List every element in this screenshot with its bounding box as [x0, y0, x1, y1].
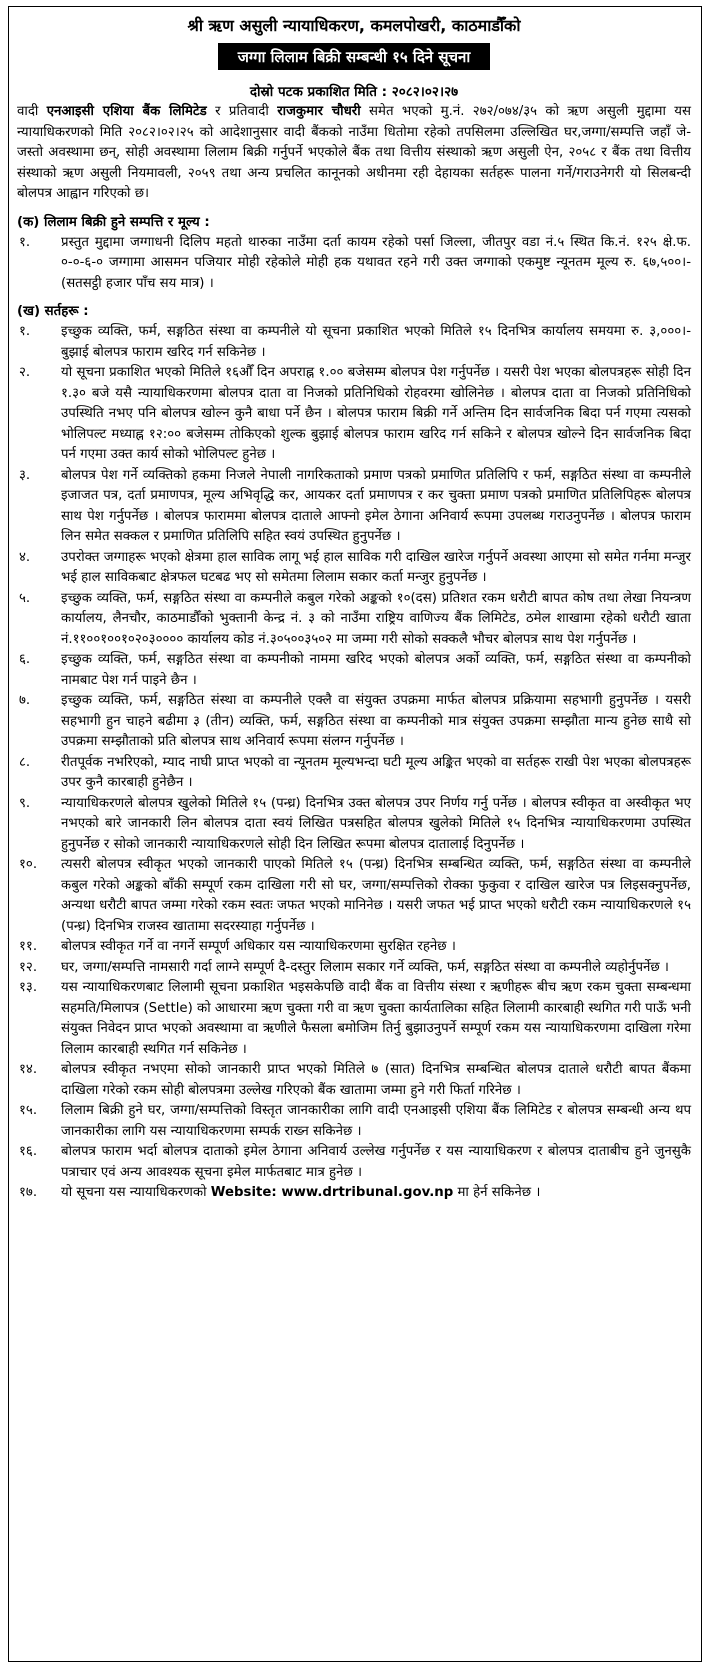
list-item — [17, 1183, 691, 1204]
item-number: १३. — [19, 980, 38, 995]
item-number: ५. — [19, 590, 31, 606]
item-text: यस न्यायाधिकरणबाट लिलामी सूचना प्रकाशित भइसकेपछि वादी बैंक वा वित्तीय संस्था र ऋणीहरू बीच ऋण रकम चुक्ता सम्बन्धमा सहमति/मिलापत्र (Settle) को आधारमा ऋण चुक्ता गरी वा ऋण चुक्ता कार्यतालिका सहित लिलामी कारबाही स्थगित गरी पाऊँ भनी संयुक्त निवेदन प्राप्त भएको अवस्थामा वा ऋणीले फैसला बमोजिम तिर्नु बुझाउनुपर्ने सम्पूर्ण रकम यस न्यायाधिकरणमा दाखिला गरेमा लिलाम कारबाही स्थगित गर्न सकिनेछ । — [61, 980, 691, 1057]
item-text: इच्छुक व्यक्ति, फर्म, सङ्गठित संस्था वा कम्पनीले यो सूचना प्रकाशित भएको मितिले १५ दिनभित्र कार्यालय समयमा रु. ३,०००।- बुझाई बोलपत्र फाराम खरिद गर्न सकिनेछ । — [61, 324, 691, 360]
item-text: इच्छुक व्यक्ति, फर्म, सङ्गठित संस्था वा कम्पनीले एक्लै वा संयुक्त उपक्रमा मार्फत बोलपत्र प्रक्रियामा सहभागी हुनुपर्नेछ । यसरी सहभागी हुन चाहने बढीमा ३ (तीन) व्यक्ति, फर्म, सङ्गठित संस्था वा कम्पनीको मात्र संयुक्त उपक्रमा सम्झौता मान्य हुनेछ साथै सो उपक्रमा सम्झौताको प्रति बोलपत्र साथ अनिवार्य रूपमा संलग्न गर्नुपर्नेछ । — [61, 693, 691, 749]
item-number: १६. — [19, 1144, 38, 1159]
item-text: बोलपत्र फाराम भर्दा बोलपत्र दाताको इमेल ठेगाना अनिवार्य उल्लेख गर्नुपर्नेछ र यस न्यायाधिकरण र बोलपत्र दाताबीच हुने जुनसुकै पत्राचार एवं अन्य आवश्यक सूचना इमेल मार्फतबाट मात्र हुनेछ । — [61, 1144, 691, 1180]
section-ka-list — [17, 233, 691, 295]
list-item — [17, 466, 691, 548]
list-item — [17, 937, 691, 958]
list-item — [17, 978, 691, 1060]
intro-paragraph — [17, 102, 691, 205]
list-item — [17, 1060, 691, 1101]
item-text: यो सूचना प्रकाशित भएको मितिले १६औँ दिन अपराह्न १.०० बजेसम्म बोलपत्र पेश गर्नुपर्नेछ । यसरी पेश भएका बोलपत्रहरू सोही दिन १.३० बजे यसै न्यायाधिकरणमा बोलपत्र दाता वा निजको प्रतिनिधिको रोहवरमा खोलिनेछ । बोलपत्र दाता वा निजको प्रतिनिधिको उपस्थिति नभए पनि बोलपत्र खोल्न कुनै बाधा पर्ने छैन । बोलपत्र फाराम बिक्री गर्ने अन्तिम दिन सार्वजनिक बिदा पर्न गएमा त्यसको भोलिपल्ट मध्याह्न १२:०० बजेसम्म तोकिएको शुल्क बुझाई बोलपत्र फाराम खरिद गर्न सकिने र बोलपत्र खोल्ने दिन सार्वजनिक बिदा पर्न गएमा उक्त कार्य सोको भोलिपल्ट हुनेछ । — [61, 365, 691, 462]
item-number: ८. — [19, 754, 31, 770]
list-item — [17, 363, 691, 466]
list-item — [17, 233, 691, 295]
list-item — [17, 589, 691, 651]
defendant-name: राजकुमार चौधरी — [277, 104, 361, 119]
section-ka-heading: (क) लिलाम बिक्री हुने सम्पत्ति र मूल्य : — [17, 214, 210, 230]
item-number: ११. — [19, 939, 38, 954]
list-item — [17, 753, 691, 794]
list-item — [17, 794, 691, 856]
item-text: बोलपत्र पेश गर्ने व्यक्तिको हकमा निजले नेपाली नागरिकताको प्रमाण पत्रको प्रमाणित प्रतिलिपि र फर्म, सङ्गठित संस्था वा कम्पनीले इजाजत पत्र, दर्ता प्रमाणपत्र, मूल्य अभिवृद्धि कर, आयकर दर्ता प्रमाणपत्र र कर चुक्ता प्रमाण पत्रको प्रमाणित प्रतिलिपिहरू बोलपत्र साथ पेश गर्नुपर्नेछ । बोलपत्र फाराममा बोलपत्र दाताले आफ्नो इमेल ठेगाना अनिवार्य रूपमा उपलब्ध गराउनुपर्नेछ । बोलपत्र फाराम लिन समेत सक्कल र प्रमाणित प्रतिलिपि सहित स्वयं उपस्थित हुनुपर्नेछ । — [61, 467, 691, 544]
item-text: घर, जग्गा/सम्पत्ति नामसारी गर्दा लाग्ने सम्पूर्ण दै-दस्तुर लिलाम सकार गर्ने व्यक्ति, फर्म, सङ्गठित संस्था वा कम्पनीले व्यहोर्नुपर्नेछ । — [61, 959, 669, 975]
item-number: १. — [19, 234, 31, 250]
intro-prefix: वादी — [17, 104, 47, 119]
item-number: १५. — [19, 1103, 38, 1118]
notice-title-banner — [17, 43, 691, 70]
item-text: बोलपत्र स्वीकृत नभएमा सोको जानकारी प्राप्त भएको मितिले ७ (सात) दिनभित्र सम्बन्धित बोलपत्र दाताले धरौटी बापत बैंकमा दाखिला गरेको रकम सोही बोलपत्रमा उल्लेख गरिएको बैंक खातामा जम्मा हुने गरी फिर्ता गरिनेछ । — [61, 1062, 691, 1098]
item-number: १. — [19, 324, 31, 339]
intro-middle: र प्रतिवादी — [206, 104, 278, 119]
item-number: १७. — [19, 1185, 38, 1200]
item-text: प्रस्तुत मुद्दामा जग्गाधनी दिलिप महतो थारुका नाउँमा दर्ता कायम रहेको पर्सा जिल्ला, जीतपुर वडा नं.५ स्थित कि.नं. १२५ क्षे.फ. ०-०-६-० जग्गामा आसमन पजियार मोही रहेकोले मोही हक यथावत रहने गरी उक्त जग्गाको एकमुष्ट न्यूनतम मूल्य रु. ६७,५००।- (सतसट्ठी हजार पाँच सय मात्र) । — [61, 234, 691, 291]
list-item — [17, 322, 691, 363]
list-item — [17, 1101, 691, 1142]
item-text: बोलपत्र स्वीकृत गर्ने वा नगर्ने सम्पूर्ण अधिकार यस न्यायाधिकरणमा सुरक्षित रहनेछ । — [61, 939, 456, 954]
list-item — [17, 691, 691, 753]
list-item — [17, 1142, 691, 1183]
item-number: १०. — [19, 857, 38, 872]
item-text: इच्छुक व्यक्ति, फर्म, सङ्गठित संस्था वा कम्पनीले कबुल गरेको अङ्कको १०(दस) प्रतिशत रकम धरौटी बापत कोष तथा लेखा नियन्त्रण कार्यालय, लैनचौर, काठमाडौँको भुक्तानी केन्द्र नं. ३ को नाउँमा राष्ट्रिय वाणिज्य बैंक लिमिटेड, ठमेल शाखामा रहेको धरौटी खाता नं.११००१००१०२०३०००० कार्यालय कोड नं.३०५००३५०२ मा जम्मा गरी सोको सक्कलै भौचर बोलपत्र साथ पेश गर्नुपर्नेछ । — [61, 590, 691, 647]
court-title: श्री ऋण असुली न्यायाधिकरण, कमलपोखरी, काठमाडौँको — [187, 16, 521, 35]
item-number: १४. — [19, 1062, 38, 1077]
list-item — [17, 958, 691, 979]
section-kha-heading: (ख) सर्तहरू : — [17, 304, 89, 319]
item-number: २. — [19, 365, 31, 380]
list-item — [17, 855, 691, 937]
plaintiff-name: एनआइसी एशिया बैंक लिमिटेड — [46, 104, 207, 119]
item-text: लिलाम बिक्री हुने घर, जग्गा/सम्पत्तिको विस्तृत जानकारीका लागि वादी एनआइसी एशिया बैंक लिमिटेड र बोलपत्र सम्बन्धी अन्य थप जानकारीका लागि यस न्यायाधिकरणमा सम्पर्क राख्न सकिनेछ । — [61, 1103, 691, 1139]
website-link[interactable]: Website: www.drtribunal.gov.np — [210, 1185, 454, 1200]
item-number: १२. — [19, 959, 38, 975]
item-text: इच्छुक व्यक्ति, फर्म, सङ्गठित संस्था वा कम्पनीको नाममा खरिद भएको बोलपत्र अर्को व्यक्ति, फर्म, सङ्गठित संस्था वा कम्पनीको नामबाट पेश गर्न पाइने छैन । — [61, 652, 691, 688]
list-item — [17, 548, 691, 589]
section-kha-list — [17, 322, 691, 1204]
intro-rest: समेत भएको मु.नं. २७२/०७४/३५ को ऋण असुली मुद्दामा यस न्यायाधिकरणको मिति २०८२।०२।२५ को आदेशानुसार वादी बैंकको नाउँमा धितोमा रहेको तपसिलमा उल्लिखित घर,जग्गा/सम्पत्ति जहाँ जे-जस्तो अवस्थामा छन्, सोही अवस्थामा लिलाम बिक्री गर्नुपर्ने भएकोले बैंक तथा वित्तीय संस्थाको ऋण असुली ऐन, २०५८ र बैंक तथा वित्तीय संस्थाको ऋण असुली नियमावली, २०५९ तथा अन्य प्रचलित कानूनको अधीनमा रही देहायका सर्तहरू पालना गर्ने/गराउनेगरी यो सिलबन्दी बोलपत्र आह्वान गरिएको छ। — [17, 104, 691, 201]
notice-title: जग्गा लिलाम बिक्री सम्बन्धी १५ दिने सूचना — [218, 43, 490, 70]
item-number: ९. — [19, 795, 31, 811]
website-suffix: मा हेर्न सकिनेछ । — [453, 1185, 541, 1200]
item-number: ४. — [19, 549, 31, 565]
publish-date: दोस्रो पटक प्रकाशित मिति : २०८२।०२।२७ — [249, 84, 459, 100]
item-number: ६. — [19, 652, 31, 667]
website-prefix: यो सूचना यस न्यायाधिकरणको — [61, 1185, 211, 1200]
item-number: ३. — [19, 467, 31, 483]
item-number: ७. — [19, 693, 31, 708]
list-item — [17, 650, 691, 691]
item-text: उपरोक्त जग्गाहरू भएको क्षेत्रमा हाल साविक लागू भई हाल साविक गरी दाखिल खारेज गर्नुपर्ने अवस्था आएमा सो समेत गर्नमा मन्जुर भई हाल साविकबाट क्षेत्रफल घटबढ भए सो समेतमा लिलाम सकार कर्ता मन्जुर हुनुपर्नेछ । — [61, 549, 691, 585]
item-text: न्यायाधिकरणले बोलपत्र खुलेको मितिले १५ (पन्ध्र) दिनभित्र उक्त बोलपत्र उपर निर्णय गर्नु पर्नेछ । बोलपत्र स्वीकृत वा अस्वीकृत भए नभएको बारे जानकारी लिन बोलपत्र दाता स्वयं लिखित पत्रसहित बोलपत्र खुलेको मितिले १५ दिनभित्र न्यायाधिकरणमा उपस्थित हुनुपर्नेछ र सोको जानकारी न्यायाधिकरणले सोही दिन लिखित रूपमा बोलपत्र दातालाई दिनुपर्नेछ । — [61, 795, 691, 852]
item-text: रीतपूर्वक नभरिएको, म्याद नाघी प्राप्त भएको वा न्यूनतम मूल्यभन्दा घटी मूल्य अङ्कित भएको वा सर्तहरू राखी पेश भएका बोलपत्रहरू उपर कुनै कारबाही हुनेछैन । — [61, 754, 691, 790]
item-text: त्यसरी बोलपत्र स्वीकृत भएको जानकारी पाएको मितिले १५ (पन्ध्र) दिनभित्र सम्बन्धित व्यक्ति, फर्म, सङ्गठित संस्था वा कम्पनीले कबुल गरेको अङ्कको बाँकी सम्पूर्ण रकम दाखिला गरी सो घर, जग्गा/सम्पत्तिको रोक्का फुकुवा र दाखिल खारेज पत्र लिइसक्नुपर्नेछ, अन्यथा धरौटी बापत जम्मा गरेको रकम स्वतः जफत भएको मानिनेछ । यसरी जफत भई प्राप्त भएको धरौटी रकम न्यायाधिकरणले १५ (पन्ध्र) दिनभित्र राजस्व खातामा सदरस्याहा गर्नुपर्नेछ । — [61, 857, 691, 934]
item-text — [61, 1183, 691, 1204]
notice-frame — [8, 6, 702, 1662]
